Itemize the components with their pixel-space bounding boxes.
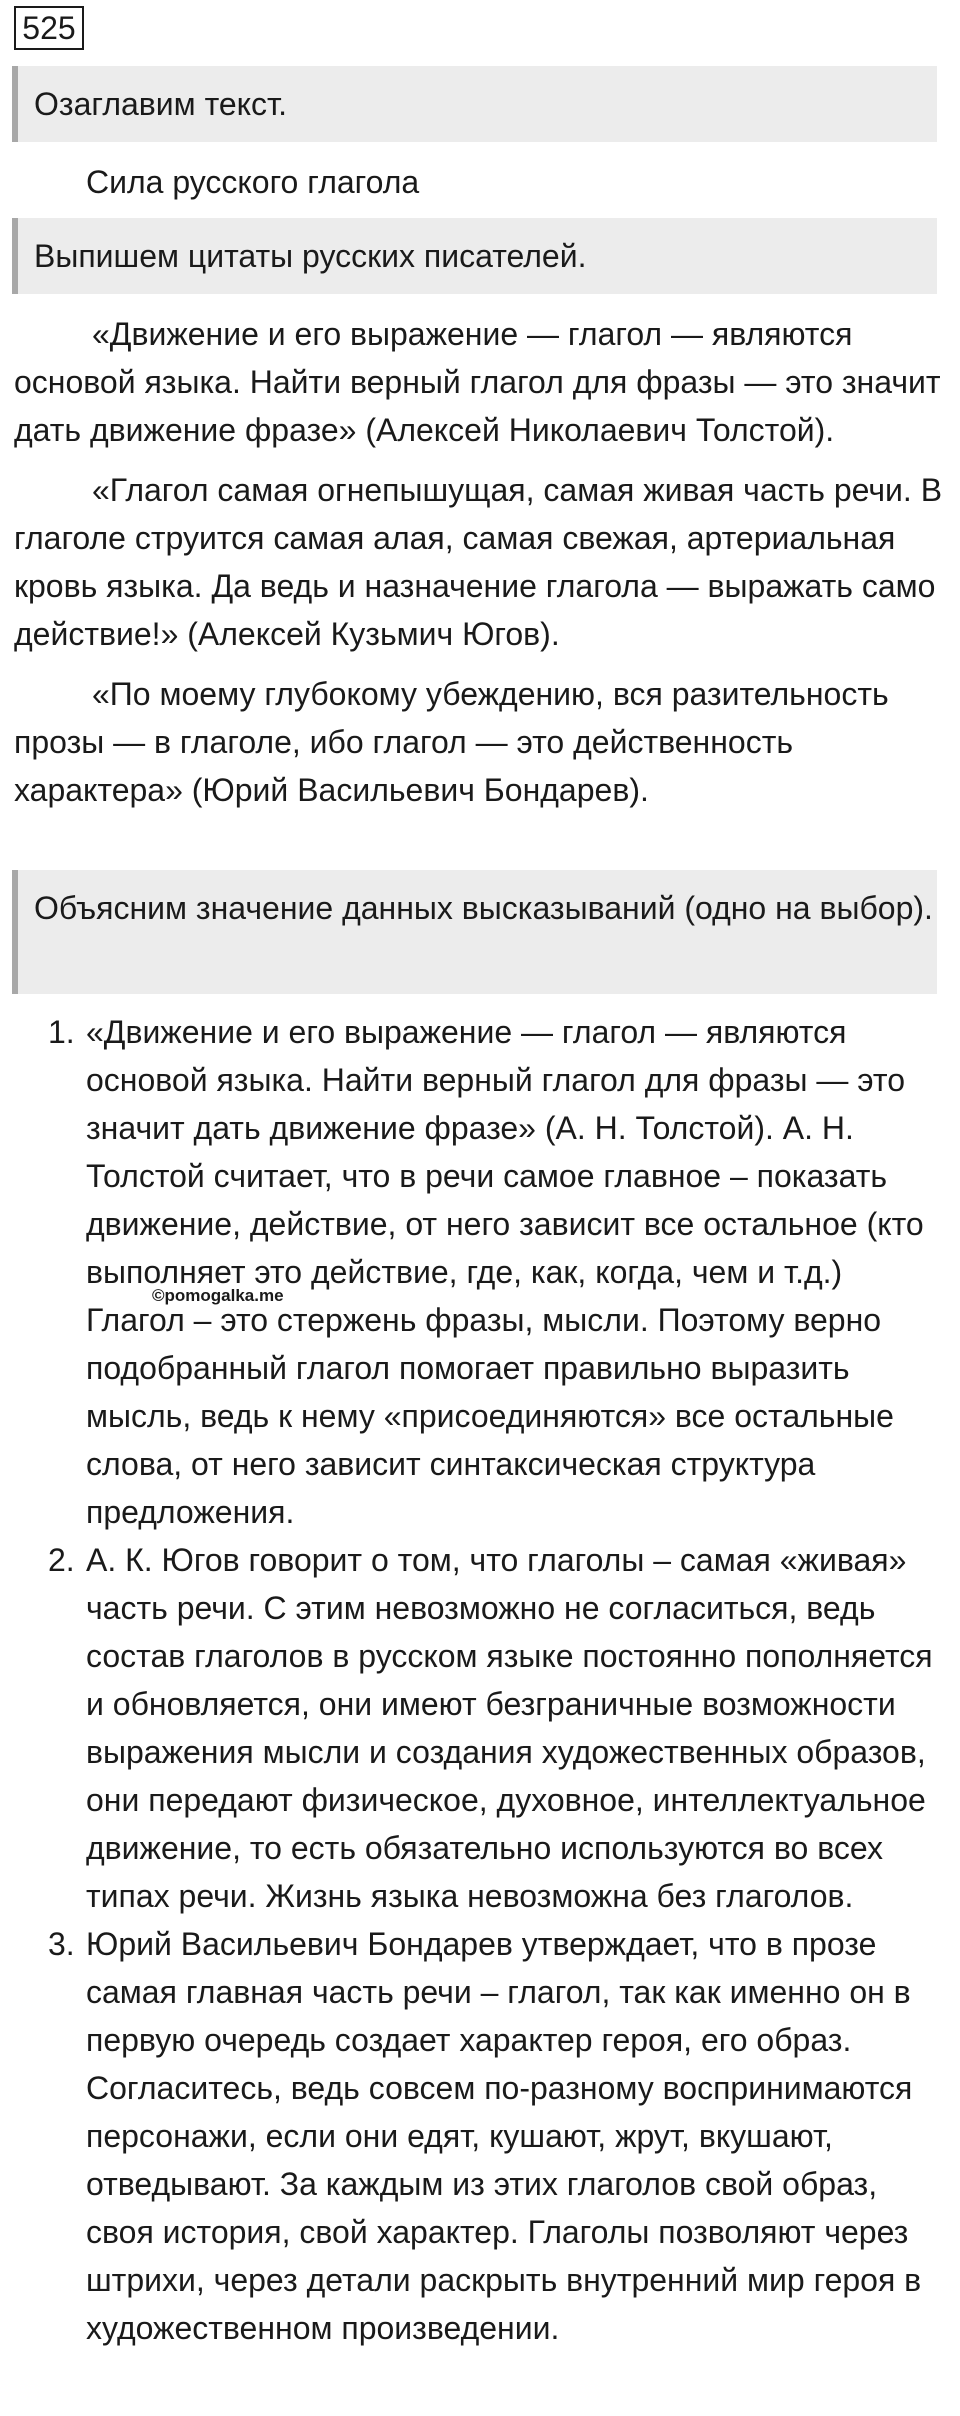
- watermark-text: ©pomogalka.me: [152, 1286, 284, 1305]
- text-title: Сила русского глагола: [86, 164, 420, 200]
- answer-text: Юрий Васильевич Бондарев утверждает, что в прозе самая главная часть речи – глагол, так как именно он в первую очередь создает характер героя, его образ. Согласитесь, ведь совсем по-разному воспринимаются персонажи, если они едят, кушают, жрут, вкушают, отведывают. За каждым из этих глаголов свой образ, своя история, свой характер. Глаголы позволяют через штрихи, через детали раскрыть внутренний мир героя в художественном произведении.: [86, 1926, 922, 2346]
- answers-list: [14, 1008, 944, 2352]
- answer-number: 1.: [48, 1014, 75, 1050]
- answer-item: [14, 1536, 944, 1920]
- quote-tolstoy: «Движение и его выражение — глагол — являются основой языка. Найти верный глагол для фразы — это значит дать движение фразе» (Алексей Николаевич Толстой).: [14, 316, 941, 448]
- answer-text: «Движение и его выражение — глагол — являются основой языка. Найти верный глагол для фразы — это значит дать движение фразе» (А. Н. Толстой). А. Н. Толстой считает, что в речи самое главное – показать движение, действие, от него зависит все остальное (кто выполняет это действие, где, как, когда, чем и т.д.) Глагол – это стержень фразы, мысли. Поэтому верно подобранный глагол помогает правильно выразить мысль, ведь к нему «присоединяются» все остальные слова, от него зависит синтаксическая структура предложения.: [86, 1014, 924, 1530]
- answer-item: [14, 1920, 944, 2352]
- answer-text: А. К. Югов говорит о том, что глаголы – самая «живая» часть речи. С этим невозможно не согласиться, ведь состав глаголов в русском языке постоянно пополняется и обновляется, они имеют безграничные возможности выражения мысли и создания художественных образов, они передают физическое, духовное, интеллектуальное движение, то есть обязательно используются во всех типах речи. Жизнь языка невозможна без глаголов.: [86, 1542, 933, 1914]
- instruction-banner-title: Озаглавим текст.: [12, 66, 937, 142]
- instruction-banner-quotes: Выпишем цитаты русских писателей.: [12, 218, 937, 294]
- quote-yugov: «Глагол самая огнепышущая, самая живая часть речи. В глаголе струится самая алая, самая свежая, артериальная кровь языка. Да ведь и назначение глагола — выражать само действие!» (Алексей Кузьмич Югов).: [14, 472, 943, 652]
- instruction-banner-explain: Объясним значение данных высказываний (одно на выбор).: [12, 870, 937, 994]
- answer-item: [14, 1008, 944, 1536]
- answer-number: 2.: [48, 1542, 75, 1578]
- task-number-box: 525: [14, 6, 84, 50]
- quotes-block: [14, 310, 944, 826]
- answer-number: 3.: [48, 1926, 75, 1962]
- quote-bondarev: «По моему глубокому убеждению, вся разительность прозы — в глаголе, ибо глагол — это действенность характера» (Юрий Васильевич Бондарев).: [14, 676, 889, 808]
